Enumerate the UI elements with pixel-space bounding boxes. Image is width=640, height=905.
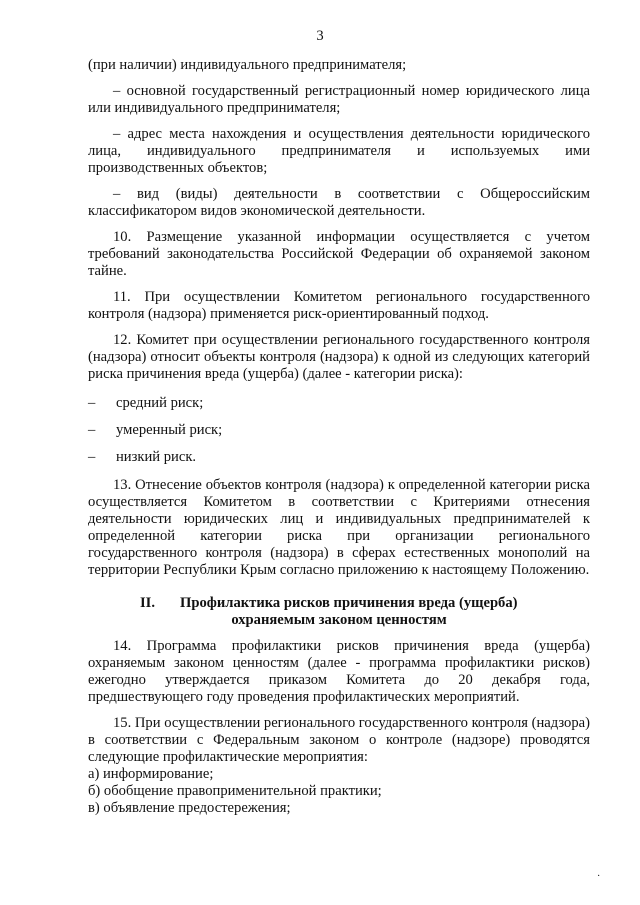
dash-marker: – — [88, 422, 96, 438]
risk-item-low — [88, 449, 590, 466]
list-item-b: б) обобщение правоприменительной практики; — [88, 783, 382, 799]
paragraph-13: 13. Отнесение объектов контроля (надзора) к определенной категории риска осуществляется Комитетом в соответствии с Критериями отнесения деятельности юридических лиц и индивидуальных предпринимателей к определенной категории риска при организации регионального государственного контроля (надзора) в сферах естественных монополий на территории Республики Крым согласно приложению к настоящему Положению. — [88, 477, 590, 578]
scan-mark: · — [597, 871, 601, 882]
section-number: II. — [140, 595, 156, 611]
dash-marker: – — [88, 449, 96, 465]
paragraph-activity: – вид (виды) деятельности в соответствии с Общероссийским классификатором видов экономической деятельности. — [88, 186, 590, 219]
dash-marker: – — [88, 395, 96, 411]
paragraph-10: 10. Размещение указанной информации осуществляется с учетом требований законодательства Российской Федерации об охраняемой законом тайне. — [88, 229, 590, 279]
section-title-line-1: Профилактика рисков причинения вреда (ущерба) — [180, 595, 518, 611]
paragraph-15: 15. При осуществлении регионального государственного контроля (надзора) в соответствии с Федеральным законом о контроле (надзоре) проводятся следующие профилактические мероприятия: — [88, 715, 590, 765]
paragraph-14: 14. Программа профилактики рисков причинения вреда (ущерба) охраняемым законом ценностям (далее - программа профилактики рисков) ежегодно утверждается приказом Комитета до 20 декабря года, предшествующего году проведения профилактических мероприятий. — [88, 638, 590, 705]
paragraph-ogrn: – основной государственный регистрационный номер юридического лица или индивидуального предпринимателя; — [88, 83, 590, 116]
risk-item-moderate — [88, 422, 590, 439]
document-body — [88, 57, 590, 817]
section-title-line-2: охраняемым законом ценностям — [231, 612, 447, 628]
risk-item-medium — [88, 395, 590, 412]
page-number: 3 — [316, 28, 324, 44]
paragraph-12: 12. Комитет при осуществлении регионального государственного контроля (надзора) относит объекты контроля (надзора) к одной из следующих категорий риска причинения вреда (ущерба) (далее - категории риска): — [88, 332, 590, 382]
list-item-a: а) информирование; — [88, 766, 214, 782]
paragraph-address: – адрес места нахождения и осуществления деятельности юридического лица, индивидуального предпринимателя и используемых ими производственных объектов; — [88, 126, 590, 176]
risk-item-label: средний риск; — [116, 395, 204, 411]
paragraph-continuation: (при наличии) индивидуального предпринимателя; — [88, 57, 407, 73]
section-heading — [88, 595, 590, 629]
paragraph-11: 11. При осуществлении Комитетом регионального государственного контроля (надзора) применяется риск-ориентированный подход. — [88, 289, 590, 322]
list-item-c: в) объявление предостережения; — [88, 800, 291, 816]
risk-item-label: умеренный риск; — [116, 422, 223, 438]
risk-item-label: низкий риск. — [116, 449, 197, 465]
